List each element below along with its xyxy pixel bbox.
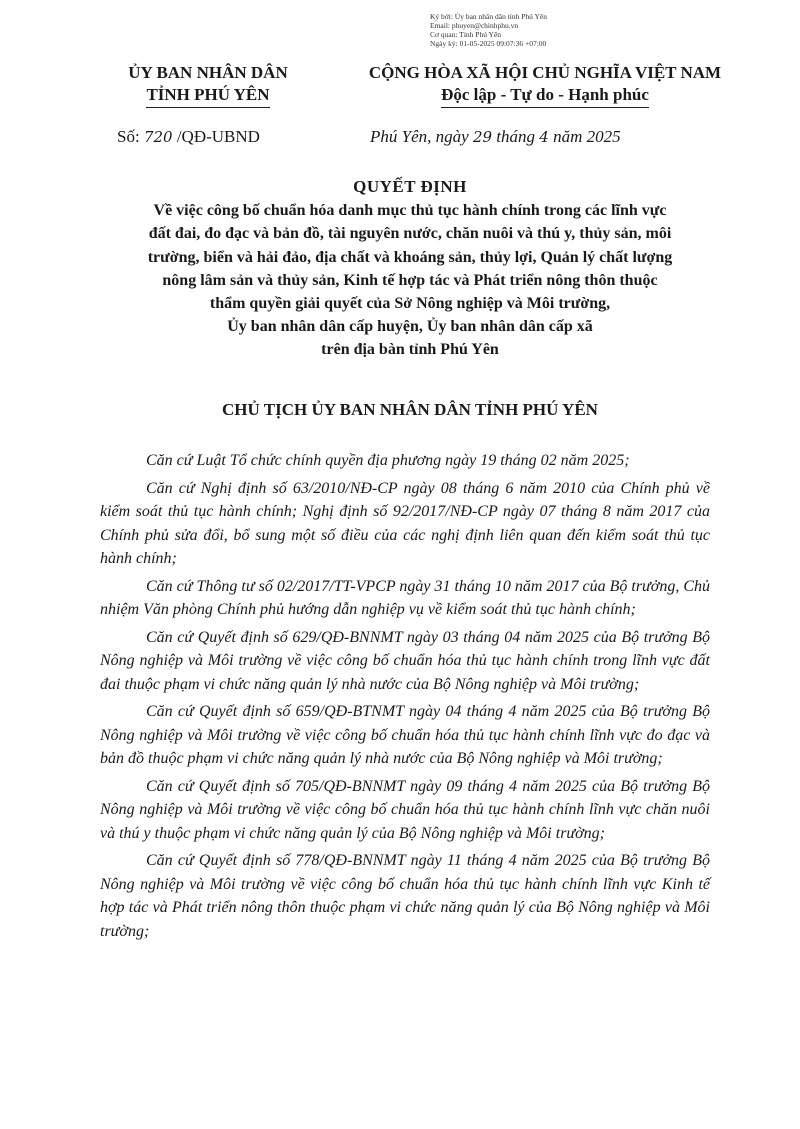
- decision-title: [100, 175, 720, 362]
- digital-signature-stamp: [430, 12, 547, 48]
- title-line: Về việc công bố chuẩn hóa danh mục thủ tục hành chính trong các lĩnh vực: [153, 202, 667, 220]
- signature-date: Ngày ký: 01-05-2025 09:07:36 +07:00: [430, 39, 547, 48]
- legal-basis-paragraph: Căn cứ Quyết định số 659/QĐ-BTNMT ngày 04 tháng 4 năm 2025 của Bộ trưởng Bộ Nông nghiệp và Môi trường về việc công bố chuẩn hóa thủ tục hành chính lĩnh vực đo đạc và bản đồ thuộc phạm vi chức năng quản lý nhà nước của Bộ Nông nghiệp và Môi trường;: [100, 703, 710, 767]
- legal-basis-paragraph: Căn cứ Quyết định số 705/QĐ-BNNMT ngày 09 tháng 4 năm 2025 của Bộ trưởng Bộ Nông nghiệp và Môi trường về việc công bố chuẩn hóa thủ tục hành chính lĩnh vực chăn nuôi và thú y thuộc phạm vi chức năng quản lý của Bộ Nông nghiệp và Môi trường;: [100, 777, 710, 842]
- decision-heading: QUYẾT ĐỊNH: [353, 177, 467, 196]
- document-number: Số: 720 /QĐ-UBND: [117, 127, 260, 146]
- legal-basis-paragraph: Căn cứ Luật Tổ chức chính quyền địa phương ngày 19 tháng 02 năm 2025;: [146, 452, 630, 469]
- issuing-authority: CHỦ TỊCH ỦY BAN NHÂN DÂN TỈNH PHÚ YÊN: [222, 400, 598, 419]
- legal-basis: [100, 449, 710, 947]
- title-line: trên địa bàn tỉnh Phú Yên: [321, 341, 499, 359]
- document-date: Phú Yên, ngày 29 tháng 4 năm 2025: [370, 127, 621, 146]
- signature-signer: Ký bởi: Ủy ban nhân dân tỉnh Phú Yên: [430, 12, 548, 21]
- title-line: nông lâm sản và thủy sản, Kinh tế hợp tác và Phát triển nông thôn thuộc: [162, 271, 658, 289]
- title-line: đất đai, đo đạc và bản đồ, tài nguyên nước, chăn nuôi và thú y, thủy sản, môi: [148, 225, 672, 243]
- title-line: trường, biển và hải đảo, địa chất và khoáng sản, thủy lợi, Quản lý chất lượng: [147, 248, 673, 266]
- title-line: Ủy ban nhân dân cấp huyện, Ủy ban nhân dân cấp xã: [227, 318, 593, 336]
- signature-agency: Cơ quan: Tỉnh Phú Yên: [430, 30, 502, 39]
- motto: Độc lập - Tự do - Hạnh phúc: [441, 84, 649, 108]
- handwritten-month: 4: [539, 128, 549, 146]
- legal-basis-paragraph: Căn cứ Quyết định số 778/QĐ-BNNMT ngày 11 tháng 4 năm 2025 của Bộ trưởng Bộ Nông nghiệp và Môi trường về việc công bố chuẩn hóa thủ tục hành chính lĩnh vực Kinh tế hợp tác và Phát triển nông thôn thuộc phạm vi chức năng quản lý của Bộ Nông nghiệp và Môi trường;: [100, 852, 710, 940]
- legal-basis-paragraph: Căn cứ Thông tư số 02/2017/TT-VPCP ngày 31 tháng 10 năm 2017 của Bộ trưởng, Chủ nhiệm Văn phòng Chính phủ hướng dẫn nghiệp vụ về kiểm soát thủ tục hành chính;: [100, 577, 710, 618]
- national-motto: [320, 62, 770, 108]
- issuing-organization: [108, 62, 308, 108]
- nation-name: CỘNG HÒA XÃ HỘI CHỦ NGHĨA VIỆT NAM: [368, 63, 722, 82]
- org-name-line2: TỈNH PHÚ YÊN: [146, 84, 269, 108]
- title-line: thẩm quyền giải quyết của Sở Nông nghiệp và Môi trường,: [209, 295, 611, 313]
- legal-basis-paragraph: Căn cứ Quyết định số 629/QĐ-BNNMT ngày 03 tháng 04 năm 2025 của Bộ trưởng Bộ Nông nghiệp và Môi trường về việc công bố chuẩn hóa thủ tục hành chính trong lĩnh vực đất đai thuộc phạm vi chức năng quản lý nhà nước của Bộ Nông nghiệp và Môi trường;: [100, 628, 710, 693]
- legal-basis-paragraph: Căn cứ Nghị định số 63/2010/NĐ-CP ngày 08 tháng 6 năm 2010 của Chính phủ về kiểm soát thủ tục hành chính; Nghị định số 92/2017/NĐ-CP ngày 07 tháng 8 năm 2017 của Chính phủ sửa đổi, bổ sung một số điều của các nghị định liên quan đến kiểm soát thủ tục hành chính;: [100, 479, 710, 567]
- org-name-line1: ỦY BAN NHÂN DÂN: [128, 63, 288, 82]
- handwritten-number: 720: [143, 128, 173, 146]
- signature-email: Email: phuyen@chinhphu.vn: [430, 21, 519, 30]
- handwritten-day: 29: [472, 128, 493, 146]
